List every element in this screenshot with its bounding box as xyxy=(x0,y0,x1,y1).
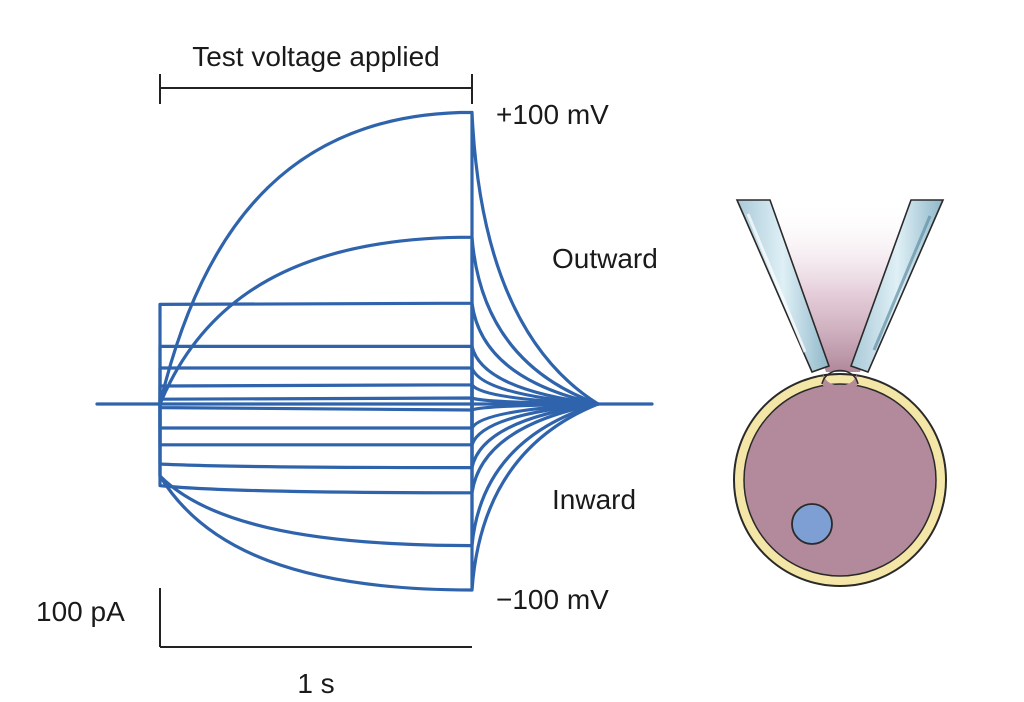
time-scale-label: 1 s xyxy=(297,668,335,699)
inward-label: Inward xyxy=(552,484,637,515)
cell-illustration xyxy=(734,200,946,586)
cell-cytoplasm xyxy=(744,384,936,576)
scale-bars xyxy=(160,588,472,647)
top-voltage-label: +100 mV xyxy=(496,99,609,130)
current-scale-label: 100 pA xyxy=(36,596,125,627)
current-traces xyxy=(97,112,652,590)
cell-nucleus xyxy=(792,504,832,544)
current-trace-14 xyxy=(160,404,598,590)
bracket-label: Test voltage applied xyxy=(192,41,440,72)
current-trace-3 xyxy=(160,303,598,404)
outward-label: Outward xyxy=(552,243,658,274)
bottom-voltage-label: −100 mV xyxy=(496,584,609,615)
current-trace-1 xyxy=(160,112,598,404)
test-voltage-bracket xyxy=(160,74,472,104)
current-trace-2 xyxy=(160,237,598,404)
